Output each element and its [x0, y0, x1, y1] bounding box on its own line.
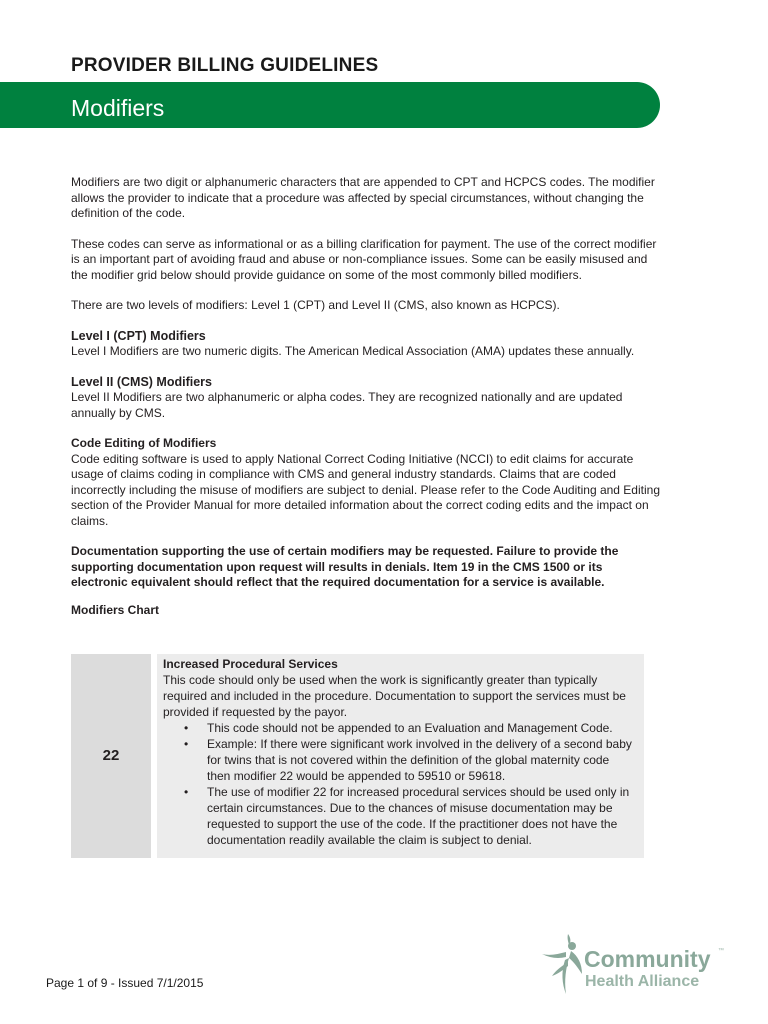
page-footer: Page 1 of 9 - Issued 7/1/2015	[46, 976, 204, 990]
intro-paragraph-3: There are two levels of modifiers: Level 1 (CPT) and Level II (CMS, also known as HCPCS).	[71, 298, 560, 312]
intro-paragraph-1: Modifiers are two digit or alphanumeric characters that are appended to CPT and HCPCS codes. The modifier allows the provider to indicate that a procedure was affected by special circumstances, without changing the definition of the code.	[71, 175, 655, 220]
list-item	[184, 784, 634, 848]
logo-trademark: ™	[718, 948, 724, 954]
bullet-icon: •	[184, 721, 189, 735]
bullet-icon: •	[184, 785, 189, 799]
code-editing-section	[71, 436, 661, 529]
modifier-code: 22	[71, 654, 154, 858]
bullet-text: Example: If there were significant work involved in the delivery of a second baby for twins that is not covered within the definition of the global maternity code then modifier 22 would be appended to 59510 or 59618.	[207, 737, 632, 783]
level2-body: Level II Modifiers are two alphanumeric or alpha codes. They are recognized nationally and are updated annually by CMS.	[71, 390, 623, 420]
modifiers-table	[71, 654, 644, 858]
level1-section	[71, 329, 661, 360]
level1-body: Level I Modifiers are two numeric digits. The American Medical Association (AMA) updates these annually.	[71, 344, 635, 358]
list-item	[184, 720, 634, 736]
bullet-text: The use of modifier 22 for increased procedural services should be used only in certain circumstances. Due to the chances of misuse documentation may be requested to support the use of the code. If the practitioner does not have the documentation readily available the claim is subject to denial.	[207, 785, 630, 847]
level1-heading: Level I (CPT) Modifiers	[71, 328, 206, 343]
section-banner-title: Modifiers	[71, 95, 165, 121]
documentation-note: Documentation supporting the use of certain modifiers may be requested. Failure to provide the supporting documentation upon request will results in denials. Item 19 in the CMS 1500 or its electronic equivalent should reflect that the required documentation for a service is available.	[71, 544, 619, 589]
bullet-text: This code should not be appended to an Evaluation and Management Code.	[207, 721, 613, 735]
page-header-title: PROVIDER BILLING GUIDELINES	[71, 55, 379, 76]
bullet-icon: •	[184, 737, 189, 751]
level2-section	[71, 375, 661, 422]
intro-paragraph-2: These codes can serve as informational or as a billing clarification for payment. The use of the correct modifier is an important part of avoiding fraud and abuse or non-compliance issues. Some can be easily misused and the modifier grid below should provide guidance on some of the most commonly billed modifiers.	[71, 236, 657, 282]
modifier-bullets	[163, 720, 634, 848]
list-item	[184, 736, 634, 784]
level2-heading: Level II (CMS) Modifiers	[71, 374, 212, 389]
logo-text-health-alliance: Health Alliance	[585, 973, 700, 990]
code-editing-body: Code editing software is used to apply National Correct Coding Initiative (NCCI) to edit claims for accurate usage of claims coding in compliance with CMS and general industry standards. Claims that are coded incorrectly including the misuse of modifiers are subject to denial. Please refer to the Code Auditing and Editing section of the Provider Manual for more detailed information about the correct coding edits and the impact on claims.	[71, 451, 660, 528]
modifier-title: Increased Procedural Services	[163, 657, 338, 671]
modifier-description-cell	[154, 654, 644, 858]
modifier-description: This code should only be used when the work is significantly greater than typically required and included in the procedure. Documentation to support the services must be provided if requested by the payor.	[163, 673, 626, 719]
logo-text-community: Community	[584, 946, 711, 972]
modifiers-chart-label: Modifiers Chart	[71, 602, 160, 617]
main-content	[71, 175, 661, 618]
code-editing-heading: Code Editing of Modifiers	[71, 436, 217, 450]
table-row	[71, 654, 644, 858]
